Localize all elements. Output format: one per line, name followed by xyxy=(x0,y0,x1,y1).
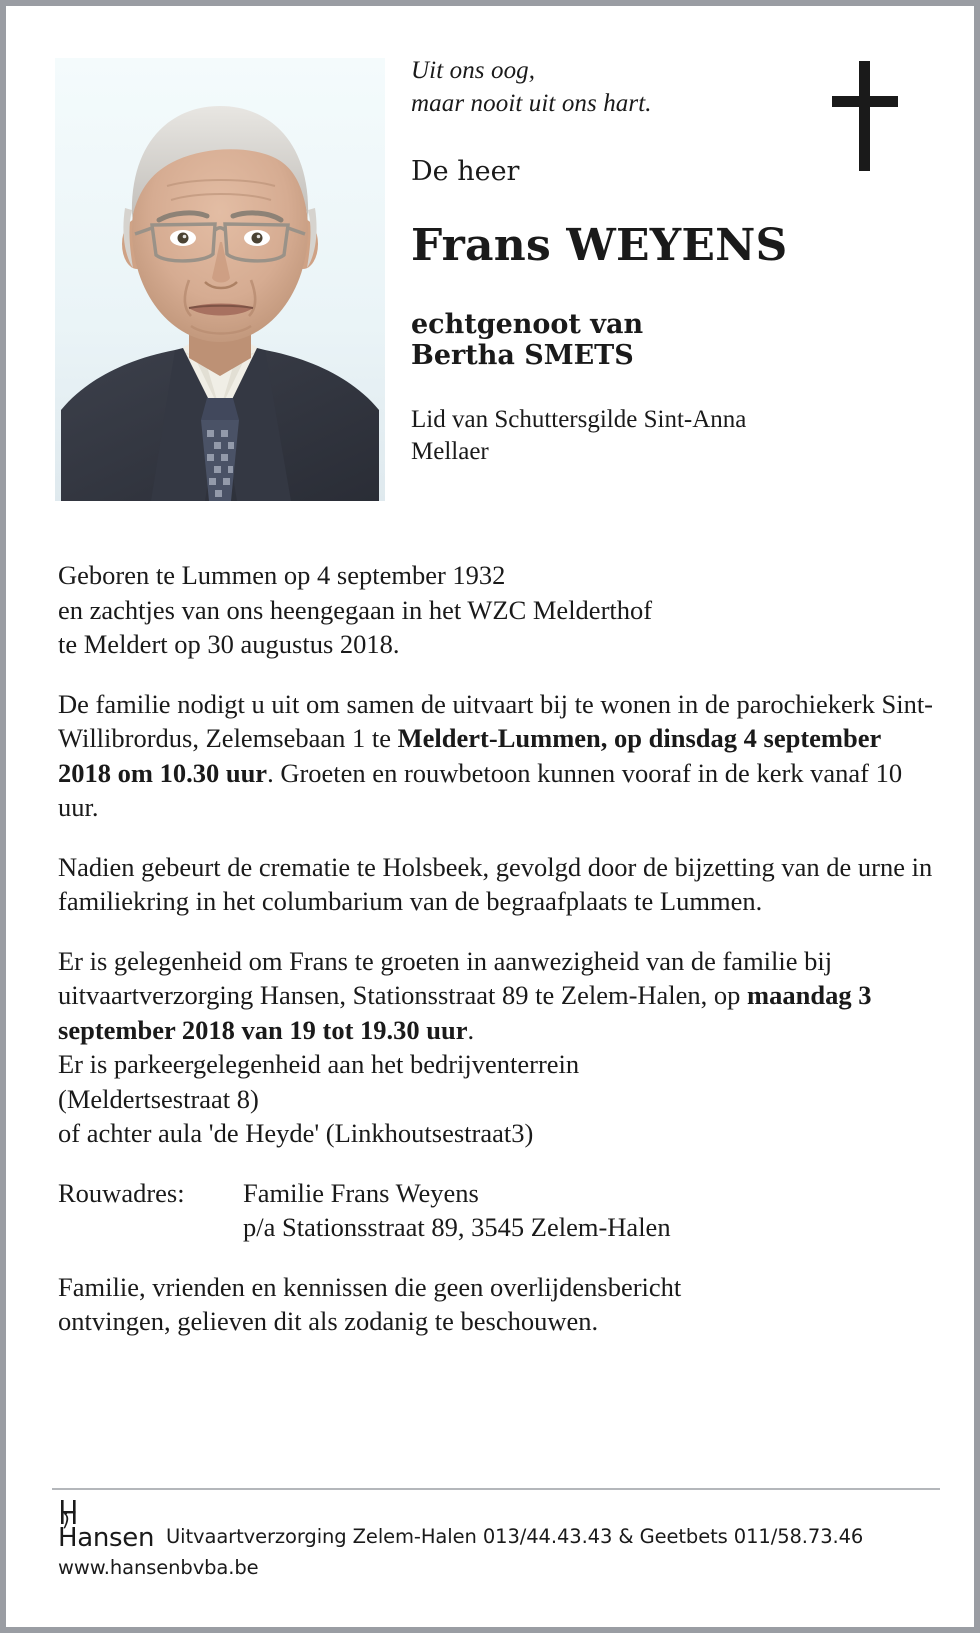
visitation-text-part-1: Er is gelegenheid om Frans te groeten in aanwezigheid van de familie bij uitvaartverzorging Hansen, Stationsstraat 89 te Zelem-Halen, op xyxy=(58,945,833,1010)
heading-column xyxy=(411,54,891,468)
funeral-datetime: Meldert-Lummen, op dinsdag 4 september 2018 om 10.30 uur xyxy=(58,723,881,788)
birth-line: Geboren te Lummen op 4 september 1932 xyxy=(58,560,506,590)
parking-line-3: of achter aula 'de Heyde' (Linkhoutsestraat3) xyxy=(58,1118,534,1148)
hansen-brand-lockup xyxy=(58,1500,166,1552)
mourning-address-line-1: Familie Frans Weyens xyxy=(243,1177,479,1208)
visitation-paragraph xyxy=(58,944,938,1151)
membership-line-2: Mellaer xyxy=(411,438,489,465)
salutation: De heer xyxy=(411,156,520,187)
footer-tagline: Uitvaartverzorging Zelem-Halen 013/44.43.43 & Geetbets 011/58.73.46 xyxy=(166,1525,864,1548)
visitation-text-part-2: . xyxy=(467,1014,475,1045)
cremation-paragraph: Nadien gebeurt de crematie te Holsbeek, gevolgd door de bijzetting van de urne in familiekring in het columbarium van de begraafplaats te Lummen. xyxy=(58,851,933,916)
closing-line-1: Familie, vrienden en kennissen die geen overlijdensbericht xyxy=(58,1271,682,1302)
closing-paragraph xyxy=(58,1270,938,1339)
funeral-text-part-1: De familie nodigt u uit om samen de uitvaart bij te wonen in de parochiekerk Sint-Willibrordus, Zelemsebaan 1 te xyxy=(58,688,934,753)
header-area xyxy=(6,6,974,546)
memorial-quote-line-2: maar nooit uit ons hart. xyxy=(411,90,652,117)
mourning-address-label: Rouwadres: xyxy=(58,1177,185,1208)
mourning-address-line-2: p/a Stationsstraat 89, 3545 Zelem-Halen xyxy=(243,1212,671,1242)
funeral-text-part-2: . Groeten en rouwbetoon kunnen vooraf in de kerk vanaf 10 uur. xyxy=(58,757,903,822)
visitation-datetime: maandag 3 september 2018 van 19 tot 19.30 uur xyxy=(58,980,872,1045)
memorial-card xyxy=(6,6,974,1627)
birth-death-paragraph xyxy=(58,558,938,662)
parking-line-2: (Meldertsestraat 8) xyxy=(58,1083,259,1114)
memorial-quote-line-1: Uit ons oog, xyxy=(411,57,536,84)
membership-line-1: Lid van Schuttersgilde Sint-Anna xyxy=(411,406,747,433)
footer xyxy=(58,1500,938,1581)
funeral-paragraph xyxy=(58,687,938,825)
closing-line-2: ontvingen, gelieven dit als zodanig te beschouwen. xyxy=(58,1306,599,1336)
footer-website[interactable]: www.hansenbvba.be xyxy=(58,1556,259,1579)
memorial-quote xyxy=(411,54,891,120)
spouse-label: echtgenoot van xyxy=(411,309,644,340)
mourning-address xyxy=(58,1176,938,1245)
hansen-brand-name: Hansen xyxy=(58,1523,155,1553)
body-copy xyxy=(58,558,938,1339)
death-line-2: te Meldert op 30 augustus 2018. xyxy=(58,629,400,659)
death-line-1: en zachtjes van ons heengegaan in het WZC Melderthof xyxy=(58,594,653,625)
deceased-name: Frans WEYENS xyxy=(411,220,788,271)
spouse-block xyxy=(411,309,891,371)
parking-line-1: Er is parkeergelegenheid aan het bedrijventerrein xyxy=(58,1049,580,1079)
spouse-name: Bertha SMETS xyxy=(411,340,634,371)
mourning-address-lines xyxy=(243,1176,938,1245)
portrait-photo xyxy=(55,58,385,501)
footer-divider xyxy=(52,1488,940,1490)
footer-primary-line xyxy=(58,1500,938,1552)
membership-note xyxy=(411,404,891,468)
